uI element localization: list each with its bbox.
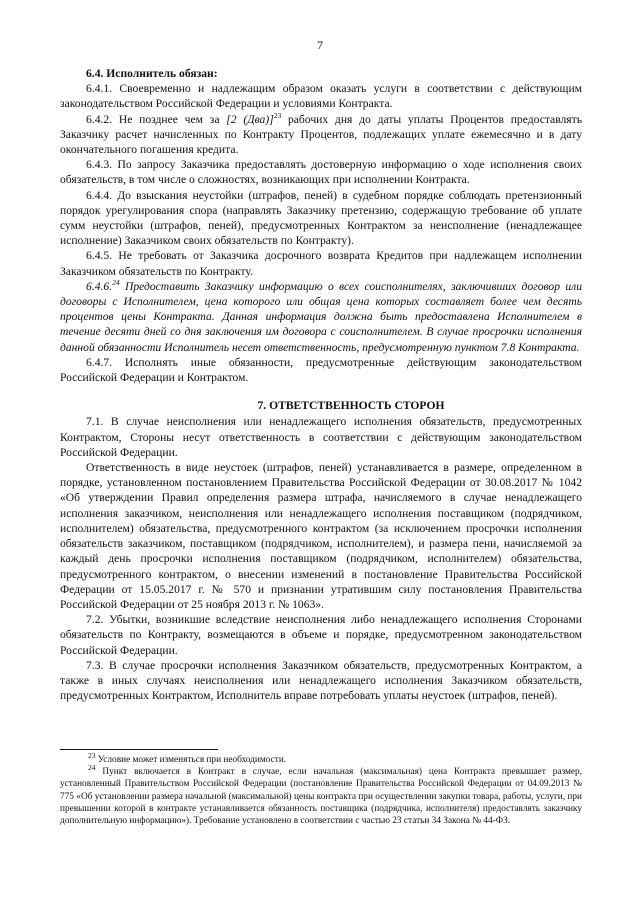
clause-6-4-1: 6.4.1. Своевременно и надлежащим образом оказать услуги в соответствии с действующим законодательством Российской Федерации и условиями Контракта. <box>60 82 582 111</box>
clause-6-4-6 <box>60 279 582 355</box>
section-6-4-heading: 6.4. Исполнитель обязан: <box>86 67 218 80</box>
clause-6-4-2 <box>60 112 582 158</box>
clause-6-4-2-rest: рабочих дня до даты уплаты Процентов предоставлять Заказчику расчет начисленных по Контракту Процентов, подлежащих уплате ежемесячно и в дату окончательного погашения кредита. <box>60 112 582 157</box>
footnote-24 <box>60 763 582 827</box>
footnote-ref-24: 24 <box>112 277 120 287</box>
clause-6-4-7: 6.4.7. Исполнять иные обязанности, предусмотренные действующим законодательством Российской Федерации и Контрактом. <box>60 355 582 385</box>
clause-7-1: 7.1. В случае неисполнения или ненадлежащего исполнения обязательств, предусмотренных Контрактом, Стороны несут ответственность в соответствии с действующим законодательством Российской Федерации. <box>60 415 582 459</box>
footnote-23-text: Условие может изменяться при необходимости. <box>95 755 287 765</box>
clause-6-4-6-text: Предоставить Заказчику информацию о всех соисполнителях, заключивших договор или договоры с Исполнителем, цена которого или общая цена которых составляет более чем десять процентов цены Контракта. Данная информация должна быть предоставлена Исполнителем в течение десяти дней со дня заключения им договора с соисполнителем. В случае просрочки исполнения данной обязанности Исполнитель несет ответственность, предусмотренную пунктом 7.8 Контракта. <box>60 279 582 354</box>
footnote-23-number: 23 <box>88 750 96 760</box>
clause-7-1-penalties: Ответственность в виде неустоек (штрафов, пеней) устанавливается в размере, определенном в порядке, установленном постановлением Правительства Российской Федерации от 30.08.2017 № 1042 «Об утверждении Правил определения размера штрафа, начисляемого в случае ненадлежащего исполнения заказчиком, неисполнения или ненадлежащего исполнения поставщиком (подрядчиком, исполнителем) обязательства, предусмотренного контрактом (за исключением просрочки исполнения обязательств заказчиком, поставщиком (подрядчиком, исполнителем), и размера пени, начисляемой за каждый день просрочки исполнения поставщиком (подрядчиком, исполнителем) обязательства, предусмотренного контрактом, о внесении изменений в постановление Правительства Российской Федерации от 15.05.2017 г. № 570 и признании утратившим силу постановления Правительства Российской Федерации от 25 ноября 2013 г. № 1063». <box>60 461 582 611</box>
clause-6-4-5: 6.4.5. Не требовать от Заказчика досрочного возврата Кредитов при надлежащем исполнении Заказчиком обязательств по Контракту. <box>60 249 582 278</box>
page-number: 7 <box>317 38 323 52</box>
footnote-divider <box>60 749 218 750</box>
footnote-24-text: Пункт включается в Контракт в случае, если начальная (максимальная) цена Контракта превышает размер, установленный Правительством Российской Федерации (постановление Правительства Российской Федерации от 04.09.2013 № 775 «Об установлении размера начальной (максимальной) цены контракта при осуществлении закупки товара, работы, услуги, при превышении которой в контракте устанавливается обязанность поставщика (подрядчика, исполнителя) предоставлять заказчику дополнительную информацию»). Требование установлено в соответствии с частью 23 статьи 34 Закона № 44-ФЗ. <box>60 767 582 827</box>
clause-7-3: 7.3. В случае просрочки исполнения Заказчиком обязательств, предусмотренных Контрактом, а также в иных случаях неисполнения или ненадлежащего исполнения Заказчиком обязательств, предусмотренных Контрактом, Исполнитель вправе потребовать уплаты неустоек (штрафов, пеней). <box>60 658 582 703</box>
clause-6-4-2-start: 6.4.2. Не позднее чем за <box>86 112 227 126</box>
clause-6-4-3: 6.4.3. По запросу Заказчика предоставлять достоверную информацию о ходе исполнения своих обязательств, в том числе о сложностях, возникающих при исполнении Контракта. <box>60 158 582 187</box>
section-7-heading: 7. ОТВЕТСТВЕННОСТЬ СТОРОН <box>257 399 445 413</box>
footnote-23 <box>60 750 582 766</box>
document-body <box>60 66 582 703</box>
footnotes <box>60 749 582 827</box>
clause-6-4-6-number: 6.4.6. <box>86 279 113 293</box>
clause-6-4-2-term: [2 (Два)] <box>226 112 274 126</box>
clause-6-4-4: 6.4.4. До взыскания неустойки (штрафов, пеней) в судебном порядке соблюдать претензионный порядок урегулирования спора (направлять Заказчику претензию, содержащую требование об уплате сумм неустойки (штрафов, пеней), предусмотренных Контрактом за неисполнение (ненадлежащее исполнение) Заказчиком своих обязательств по Контракту). <box>60 188 582 248</box>
footnote-24-number: 24 <box>88 763 96 773</box>
footnote-ref-23: 23 <box>273 110 282 120</box>
clause-7-2: 7.2. Убытки, возникшие вследствие неисполнения либо ненадлежащего исполнения Сторонами обязательств по Контракту, возмещаются в объеме и порядке, предусмотренном законодательством Российской Федерации. <box>60 613 582 657</box>
